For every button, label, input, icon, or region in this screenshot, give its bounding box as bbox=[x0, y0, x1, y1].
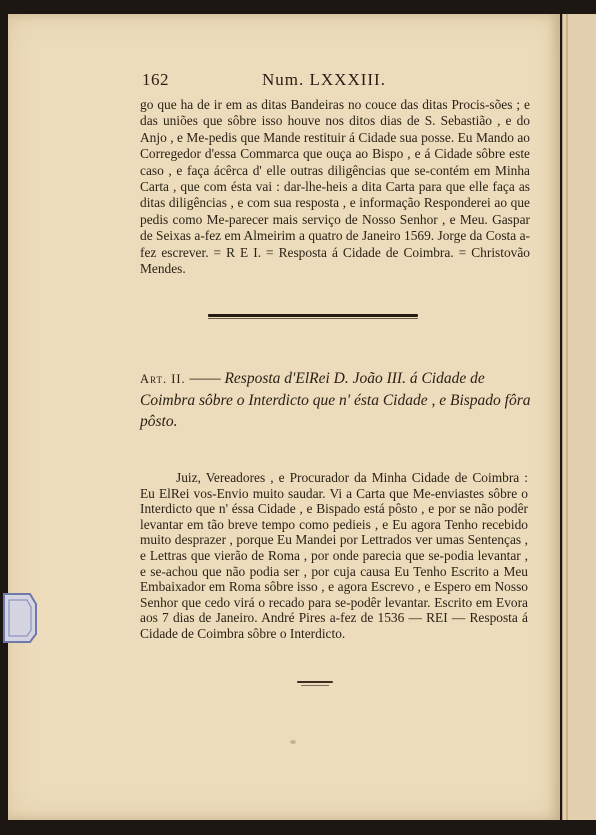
article-dash: —— bbox=[189, 370, 221, 387]
end-ornament-rule-thin bbox=[301, 685, 329, 686]
continued-paragraph: go que ha de ir em as ditas Bandeiras no couce das ditas Procis-sões ; e das uniões que sôbre isso houve nos ditos dias de S. Sebastião , e do Anjo , e Me-pedis que Mande restituir á Cidade sua posse. Eu Mando ao Corregedor d'essa Commarca que ouça ao Bispo , e á Cidade sôbre este caso , e faça ácêrca d' elle outras diligências que se-contém em Minha Carta , que com ésta vai : dar-lhe-heis a dita Carta para que elle faça as ditas diligências , e com sua resposta , e informação Responderei ao que pedis como Me-parecer mais serviço de Nosso Senhor , e Meu. Gaspar de Seixas a-fez em Almeirim a quatro de Janeiro 1569. Jorge da Costa a-fez escrever. = R E I. = Resposta á Cidade de Coimbra. = Christovão Mendes. bbox=[140, 97, 530, 277]
page-gutter bbox=[566, 14, 568, 820]
article-title: Resposta d'ElRei D. João III. á Cidade de Coimbra sôbre o Interdicto que n' ésta Cidade , e Bispado fôra pôsto. bbox=[140, 370, 531, 430]
section-divider-rule bbox=[208, 314, 418, 317]
section-divider-rule-thin bbox=[208, 318, 418, 319]
library-stamp-icon bbox=[0, 590, 38, 646]
article-label: Art. II. bbox=[140, 372, 186, 386]
page-number: 162 bbox=[142, 70, 169, 89]
end-ornament-rule bbox=[297, 681, 333, 683]
letter-body-paragraph: Juiz, Vereadores , e Procurador da Minha Cidade de Coimbra : Eu ElRei vos-Envio muito saudar. Vi a Carta que Me-enviastes sôbre o Interdicto que n' éssa Cidade , e Bispado está pôsto , e por se não podêr levantar em tão breve tempo como pedieis , e Eu agora Tenho recebido muito desprazer , porque Eu Mandei por Lettrados ver umas Sentenças , e Lettras que vierão de Roma , por onde parecia que se-podia levantar , e se-achou que não podia ser , por cuja causa Eu Tenho Escrito a Meu Embaixador em Roma sôbre isso , e agora Escrevo , e Espero em Nosso Senhor que cedo virá o recado para se-podêr levantar. Escrito em Evora aos 7 dias de Janeiro. André Pires a-fez de 1536 — REI — Resposta á Cidade de Coimbra sôbre o Interdicto. bbox=[140, 470, 528, 641]
running-head-title: Num. LXXXIII. bbox=[262, 70, 386, 89]
article-heading bbox=[140, 368, 535, 432]
paper-stain bbox=[290, 740, 296, 744]
